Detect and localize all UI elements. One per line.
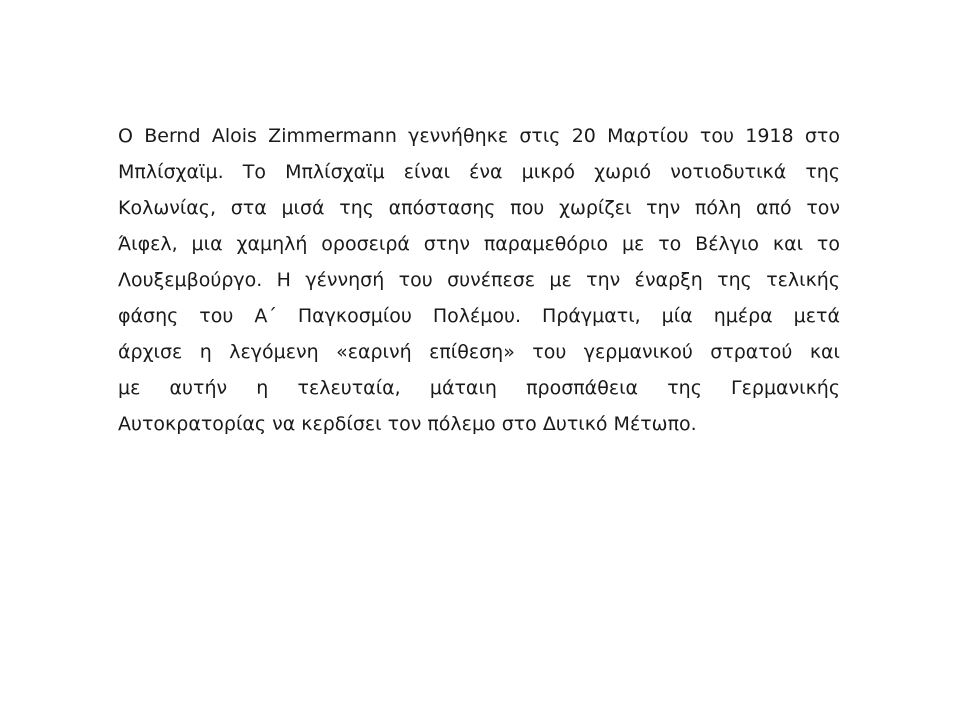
paragraph-line-6: φάσης του Α΄ Παγκοσμίου Πολέμου. Πράγματι, μία ημέρα μετά <box>118 305 840 327</box>
paragraph-line-3: Κολωνίας, στα μισά της απόστασης που χωρίζει την πόλη από τον <box>118 197 840 219</box>
paragraph-line-5: Λουξεμβούργο. Η γέννησή του συνέπεσε με την έναρξη της τελικής <box>118 269 840 291</box>
paragraph-line-2: Μπλίσχαϊμ. Το Μπλίσχαϊμ είναι ένα μικρό χωριό νοτιοδυτικά της <box>118 161 840 183</box>
paragraph-line-9: Αυτοκρατορίας να κερδίσει τον πόλεμο στο Δυτικό Μέτωπο. <box>118 413 697 435</box>
paragraph-line-7: άρχισε η λεγόμενη «εαρινή επίθεση» του γερμανικού στρατού και <box>118 341 840 363</box>
paragraph-line-1: Ο Bernd Alois Zimmermann γεννήθηκε στις 20 Μαρτίου του 1918 στο <box>118 125 840 147</box>
paragraph <box>118 118 840 442</box>
paragraph-line-8: με αυτήν η τελευταία, μάταιη προσπάθεια της Γερμανικής <box>118 377 840 399</box>
paragraph-line-4: Άιφελ, μια χαμηλή οροσειρά στην παραμεθόριο με το Βέλγιο και το <box>118 233 840 255</box>
